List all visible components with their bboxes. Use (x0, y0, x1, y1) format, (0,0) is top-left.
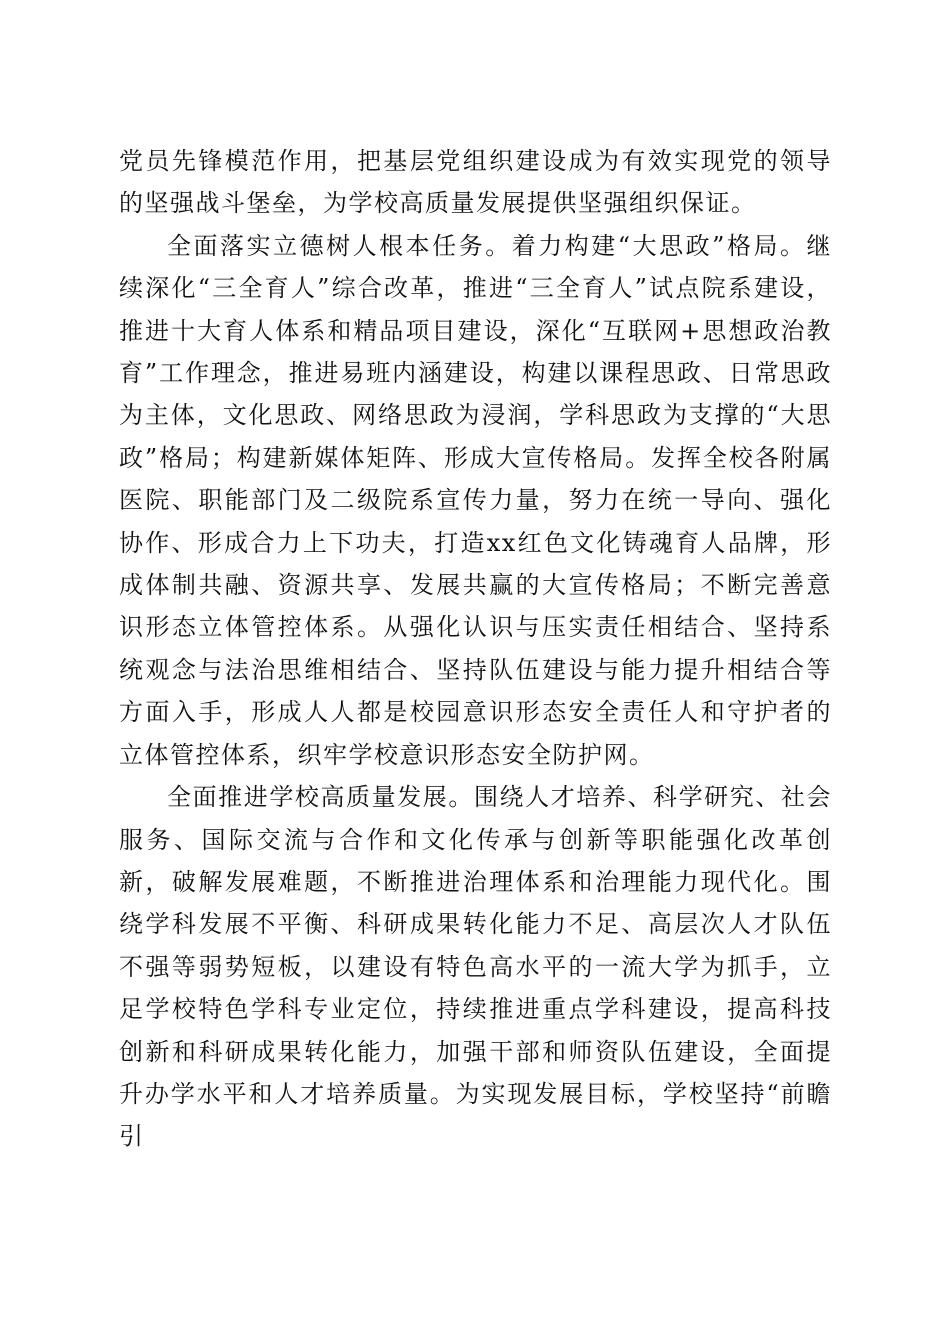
paragraph-1: 党员先锋模范作用，把基层党组织建设成为有效实现党的领导的坚强战斗堡垒，为学校高质量发展提供坚强组织保证。 (119, 147, 832, 218)
paragraph-3: 全面推进学校高质量发展。围绕人才培养、科学研究、社会服务、国际交流与合作和文化传承与创新等职能强化改革创新，破解发展难题，不断推进治理体系和治理能力现代化。围绕学科发展不平衡、科研成果转化能力不足、高层次人才队伍不强等弱势短板，以建设有特色高水平的一流大学为抓手，立足学校特色学科专业定位，持续推进重点学科建设，提高科技创新和科研成果转化能力，加强干部和师资队伍建设，全面提升办学水平和人才培养质量。为实现发展目标，学校坚持“前瞻引 (119, 783, 832, 1151)
paragraph-2: 全面落实立德树人根本任务。着力构建“大思政”格局。继续深化“三全育人”综合改革，推进“三全育人”试点院系建设，推进十大育人体系和精品项目建设，深化“互联网+思想政治教育”工作理念，推进易班内涵建设，构建以课程思政、日常思政为主体，文化思政、网络思政为浸润，学科思政为支撑的“大思政”格局；构建新媒体矩阵、形成大宣传格局。发挥全校各附属医院、职能部门及二级院系宣传力量，努力在统一导向、强化协作、形成合力上下功夫，打造xx红色文化铸魂育人品牌，形成体制共融、资源共享、发展共赢的大宣传格局；不断完善意识形态立体管控体系。从强化认识与压实责任相结合、坚持系统观念与法治思维相结合、坚持队伍建设与能力提升相结合等方面入手，形成人人都是校园意识形态安全责任人和守护者的立体管控体系，织牢学校意识形态安全防护网。 (119, 231, 832, 769)
document-body (119, 140, 832, 1158)
